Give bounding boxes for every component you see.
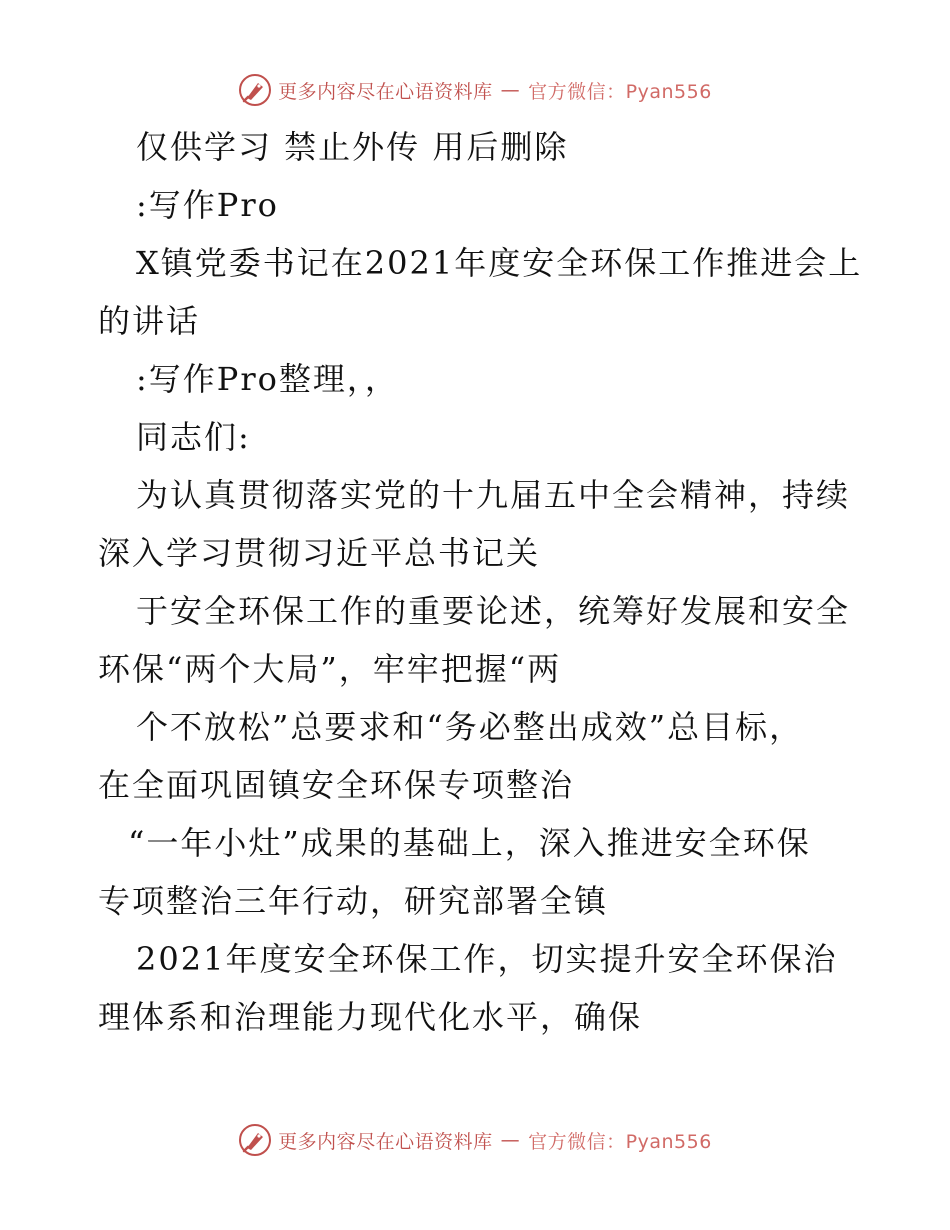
notice-line: 仅供学习 禁止外传 用后删除 <box>136 128 569 166</box>
footer-watermark <box>0 1120 950 1160</box>
salutation-line: 同志们: <box>136 418 251 456</box>
document-body <box>98 118 863 1046</box>
title-line-1: X镇党委书记在2021年度安全环保工作推进会上 <box>136 244 863 282</box>
source-line: :写作Pro <box>136 186 279 224</box>
paragraph-line: 深入学习贯彻习近平总书记关 <box>98 534 541 572</box>
arranged-by-line: :写作Pro整理，， <box>136 360 399 398</box>
paragraph-line: 专项整治三年行动，研究部署全镇 <box>98 882 609 920</box>
watermark-separator: — <box>500 79 521 101</box>
header-watermark <box>0 70 950 110</box>
watermark-wechat: 官方微信：Pyan556 <box>528 80 712 103</box>
paragraph-line: 于安全环保工作的重要论述，统筹好发展和安全 <box>136 592 851 630</box>
watermark-wechat: 官方微信：Pyan556 <box>528 1130 712 1153</box>
paragraph-line: 理体系和治理能力现代化水平，确保 <box>98 998 643 1036</box>
watermark-group <box>238 1123 712 1157</box>
watermark-separator: — <box>500 1129 521 1151</box>
pen-nib-icon <box>238 1123 272 1157</box>
watermark-group <box>238 73 712 107</box>
paragraph-line: “一年小灶”成果的基础上，深入推进安全环保 <box>128 824 811 862</box>
paragraph-line: 2021年度安全环保工作，切实提升安全环保治 <box>136 940 838 978</box>
watermark-text: 更多内容尽在心语资料库 <box>278 80 493 103</box>
title-line-2: 的讲话 <box>98 302 201 340</box>
paragraph-line: 个不放松”总要求和“务必整出成效”总目标， <box>136 708 804 746</box>
watermark-text: 更多内容尽在心语资料库 <box>278 1130 493 1153</box>
paragraph-line: 为认真贯彻落实党的十九届五中全会精神，持续 <box>136 476 851 514</box>
pen-nib-icon <box>238 73 272 107</box>
paragraph-line: 环保“两个大局”，牢牢把握“两 <box>98 650 562 688</box>
paragraph-line: 在全面巩固镇安全环保专项整治 <box>98 766 575 804</box>
